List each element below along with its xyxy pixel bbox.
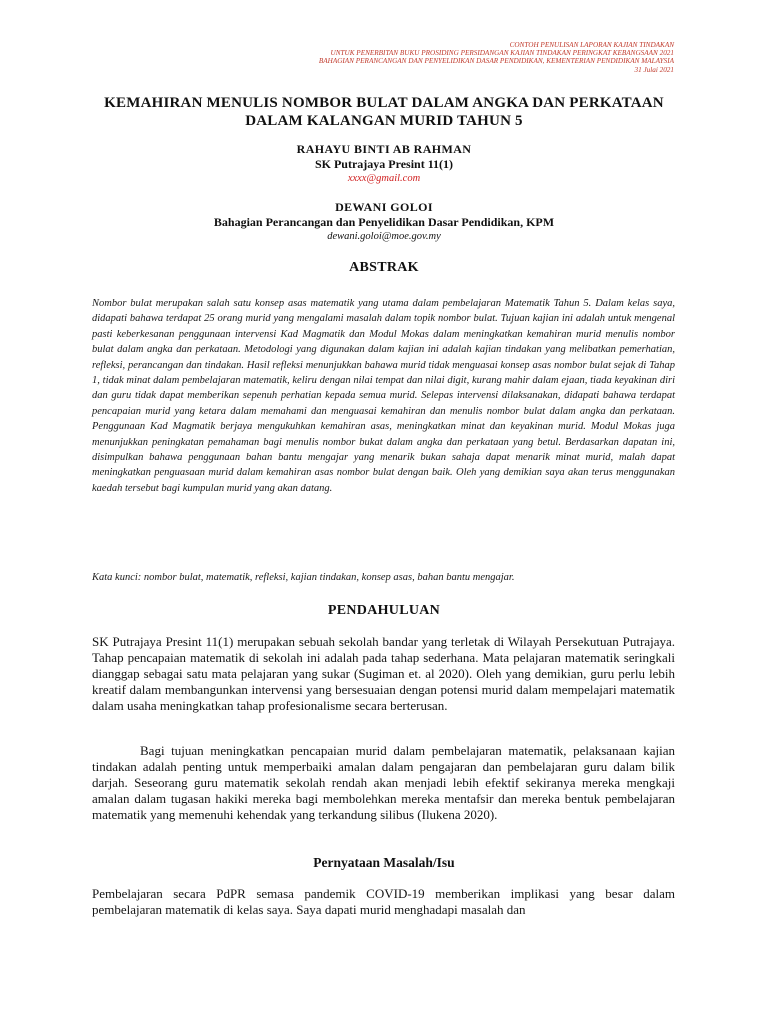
introduction-paragraph: SK Putrajaya Presint 11(1) merupakan sebuah sekolah bandar yang terletak di Wilayah Persekutuan Putrajaya. Tahap pencapaian matematik di sekolah ini adalah pada tahap sederhana. Mata pelajaran matematik seringkali dianggap sebagai satu mata pelajaran yang sukar (Sugiman et. al 2020). Oleh yang demikian, guru perlu lebih kreatif dalam membangunkan intervensi yang bersesuaian dengan potensi murid dalam mempelajari matematik dalam usaha meningkatkan tahap profesionalisme secara berterusan. — [92, 634, 675, 713]
author-organization: SK Putrajaya Presint 11(1) — [314, 157, 454, 171]
header-note — [74, 41, 674, 74]
paper-title — [80, 94, 688, 130]
author-block-1 — [80, 142, 688, 186]
problem-statement-heading: Pernyataan Masalah/Isu — [313, 855, 455, 870]
author-block-2 — [80, 200, 688, 244]
header-note-date: 31 Julai 2021 — [634, 65, 674, 74]
introduction-heading: PENDAHULUAN — [327, 603, 441, 618]
header-note-line: BAHAGIAN PERANCANGAN DAN PENYELIDIKAN DASAR PENDIDIKAN, KEMENTERIAN PENDIDIKAN MALAYSIA — [318, 57, 674, 66]
paper-title-line: DALAM KALANGAN MURID TAHUN 5 — [245, 113, 523, 129]
author-organization: Bahagian Perancangan dan Penyelidikan Dasar Pendidikan, KPM — [213, 215, 555, 229]
introduction-paragraph: Bagi tujuan meningkatkan pencapaian murid dalam pembelajaran matematik, pelaksanaan kajian tindakan adalah penting untuk memperbaiki amalan dalam pengajaran dan pembelajaran guru dalam bilik darjah. Seseorang guru matematik sekolah rendah akan menjadi lebih efektif sekiranya mereka mengkaji amalan dalam tugasan hakiki mereka bagi membolehkan mereka mentafsir dan mereka bentuk pembelajaran matematik yang memenuhi kehendak yang terkandung silibus (Ilukena 2020). — [92, 743, 675, 822]
author-email: xxxx@gmail.com — [347, 173, 421, 184]
problem-statement-paragraph: Pembelajaran secara PdPR semasa pandemik COVID-19 memberikan implikasi yang besar dalam pembelajaran matematik di kelas saya. Saya dapati murid menghadapi masalah dan — [92, 886, 675, 917]
abstract-heading: ABSTRAK — [349, 260, 419, 275]
abstract-text: Nombor bulat merupakan salah satu konsep asas matematik yang utama dalam pembelajaran Matematik Tahun 5. Dalam kelas saya, didapati bahawa terdapat 25 orang murid yang mengalami masalah dalam topik nombor bulat. Tujuan kajian ini adalah untuk mengenal pasti keberkesanan penggunaan intervensi Kad Magmatik dan Modul Mokas dalam meningkatkan kemahiran murid menulis nombor bulat dalam angka dan perkataan. Metodologi yang digunakan dalam kajian ini adalah kajian tindakan yang melibatkan pemerhatian, refleksi, perancangan dan tindakan. Hasil refleksi menunjukkan bahawa murid tidak menguasai konsep asas nombor bulat sejak di Tahap 1, tidak minat dalam pembelajaran matematik, keliru dengan nilai tempat dan nilai digit, kurang mahir dalam ejaan, tiada keyakinan diri dan guru tidak dapat memberikan sepenuh perhatian kepada semua murid. Selepas intervensi dilaksanakan, didapati bahawa terdapat pencapaian murid yang ketara dalam memahami dan menguasai kemahiran dan menulis nombor bulat dalam angka dan perkataan. Penggunaan Kad Magmatik berjaya mengukuhkan kemahiran asas, meningkatkan minat dan keyakinan murid. Modul Mokas juga menunjukkan peningkatan pemahaman bagi menulis nombor bukat dalam angka dan perkataan yang betul. Berdasarkan dapatan ini, disimpulkan bahawa penggunaan bahan bantu mengajar yang menarik bukan sahaja dapat menarik minat murid, malah dapat meningkatkan penguasaan murid dalam kemahiran asas nombor bulat dengan baik. Oleh yang demikian saya akan terus menggunakan kaedah tersebut bagi kumpulan murid yang akan datang. — [92, 298, 675, 494]
paper-title-line: KEMAHIRAN MENULIS NOMBOR BULAT DALAM ANGKA DAN PERKATAAN — [104, 95, 664, 111]
header-note-line: UNTUK PENERBITAN BUKU PROSIDING PERSIDANGAN KAJIAN TINDAKAN PERINGKAT KEBANGSAAN 2021 — [330, 49, 674, 58]
header-note-line: CONTOH PENULISAN LAPORAN KAJIAN TINDAKAN — [509, 41, 674, 49]
author-name: DEWANI GOLOI — [335, 200, 433, 214]
keywords: Kata kunci: nombor bulat, matematik, refleksi, kajian tindakan, konsep asas, bahan bantu mengajar. — [92, 572, 515, 583]
author-name: RAHAYU BINTI AB RAHMAN — [296, 142, 472, 156]
author-email: dewani.goloi@moe.gov.my — [327, 231, 441, 242]
